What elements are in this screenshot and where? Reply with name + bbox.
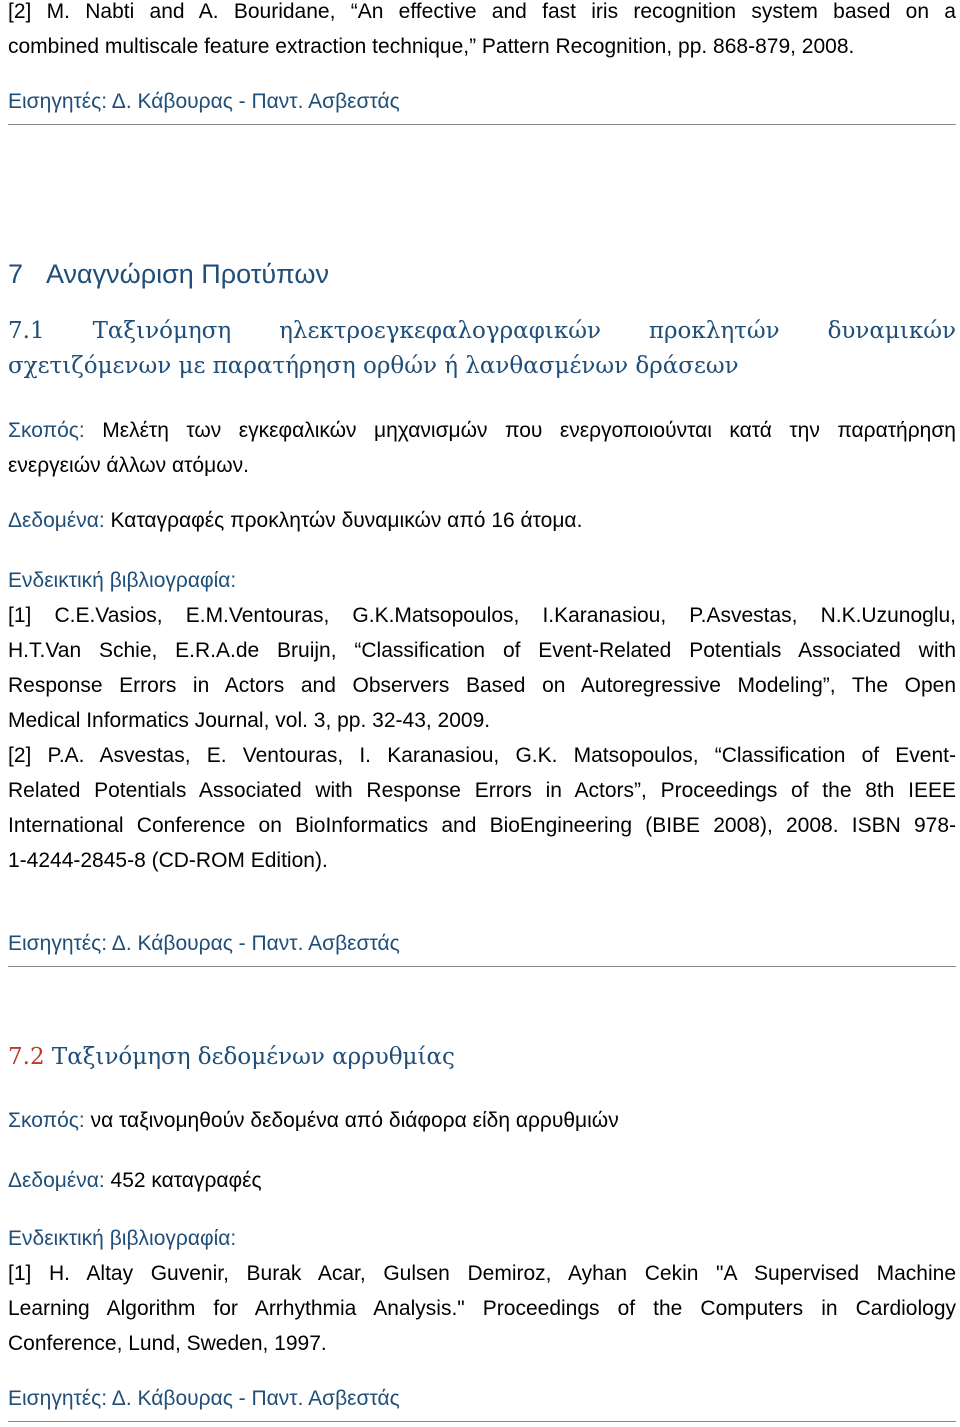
goal-text: να ταξινομηθούν δεδομένα από διάφορα είδη αρρυθμιών xyxy=(90,1109,619,1132)
instructors-line xyxy=(8,84,956,119)
goal-label: Σκοπός: xyxy=(8,419,85,442)
reference-line: Related Potentials Associated with Response Errors in Actors”, Proceedings of the 8th IEEE xyxy=(8,779,956,802)
instructors-line xyxy=(8,926,956,961)
section-72-data xyxy=(8,1163,956,1198)
reference-line: [1] H. Altay Guvenir, Burak Acar, Gulsen Demiroz, Ayhan Cekin "A Supervised Machine xyxy=(8,1262,956,1285)
reference-line: [1] C.E.Vasios, E.M.Ventouras, G.K.Matsopoulos, I.Karanasiou, P.Asvestas, N.K.Uzunoglu, xyxy=(8,604,956,627)
top-reference-line: combined multiscale feature extraction technique,” Pattern Recognition, pp. 868-879, 2008. xyxy=(8,35,855,58)
instructors-label: Εισηγητές: xyxy=(8,1387,108,1410)
section-71-bibliography xyxy=(8,563,956,878)
section-number: 7.1 xyxy=(8,318,45,344)
divider xyxy=(8,124,956,125)
reference-line: International Conference on BioInformatics and BioEngineering (BIBE 2008), 2008. ISBN 978- xyxy=(8,814,956,837)
chapter-heading xyxy=(8,256,956,292)
section-72-heading xyxy=(8,1040,956,1075)
reference-line: 1-4244-2845-8 (CD-ROM Edition). xyxy=(8,849,328,872)
bibliography-label: Ενδεικτική βιβλιογραφία: xyxy=(8,1227,237,1250)
data-label: Δεδομένα: xyxy=(8,1169,105,1192)
section-71-goal xyxy=(8,413,956,483)
top-reference-line: [2] M. Nabti and A. Bouridane, “An effective and fast iris recognition system based on a xyxy=(8,0,956,23)
goal-text: ενεργειών άλλων ατόμων. xyxy=(8,454,249,477)
section-title: Ταξινόμηση δεδομένων αρρυθμίας xyxy=(51,1044,455,1070)
goal-text: Μελέτη των εγκεφαλικών μηχανισμών που ενεργοποιούνται κατά την παρατήρηση xyxy=(102,419,956,442)
bibliography-label: Ενδεικτική βιβλιογραφία: xyxy=(8,569,237,592)
data-label: Δεδομένα: xyxy=(8,509,105,532)
data-text: Καταγραφές προκλητών δυναμικών από 16 άτομα. xyxy=(110,509,583,532)
section-72-goal xyxy=(8,1103,956,1138)
instructors-value: Δ. Κάβουρας - Παντ. Ασβεστάς xyxy=(111,90,400,113)
instructors-line xyxy=(8,1381,956,1416)
reference-line: Medical Informatics Journal, vol. 3, pp. 32-43, 2009. xyxy=(8,709,491,732)
section-title: σχετιζόμενων με παρατήρηση ορθών ή λανθασμένων δράσεων xyxy=(8,353,739,379)
reference-line: H.T.Van Schie, E.R.A.de Bruijn, “Classification of Event-Related Potentials Associated with xyxy=(8,639,956,662)
chapter-title: Αναγνώριση Προτύπων xyxy=(46,259,329,289)
reference-line: Response Errors in Actors and Observers Based on Autoregressive Modeling”, The Open xyxy=(8,674,956,697)
chapter-number: 7 xyxy=(8,259,24,289)
instructors-label: Εισηγητές: xyxy=(8,932,108,955)
section-71-heading xyxy=(8,314,956,384)
goal-label: Σκοπός: xyxy=(8,1109,85,1132)
instructors-label: Εισηγητές: xyxy=(8,90,108,113)
reference-line: Conference, Lund, Sweden, 1997. xyxy=(8,1332,327,1355)
section-72-bibliography xyxy=(8,1221,956,1361)
section-title: Ταξινόμηση ηλεκτροεγκεφαλογραφικών προκλητών δυναμικών xyxy=(92,318,956,344)
instructors-value: Δ. Κάβουρας - Παντ. Ασβεστάς xyxy=(111,932,400,955)
section-number: 7.2 xyxy=(8,1044,45,1070)
divider xyxy=(8,1421,956,1422)
reference-line: [2] P.A. Asvestas, E. Ventouras, I. Karanasiou, G.K. Matsopoulos, “Classification of Event- xyxy=(8,744,956,767)
reference-line: Learning Algorithm for Arrhythmia Analysis." Proceedings of the Computers in Cardiology xyxy=(8,1297,956,1320)
section-71-data xyxy=(8,503,956,538)
instructors-value: Δ. Κάβουρας - Παντ. Ασβεστάς xyxy=(111,1387,400,1410)
divider xyxy=(8,966,956,967)
data-text: 452 καταγραφές xyxy=(110,1169,262,1192)
top-reference xyxy=(8,0,956,64)
